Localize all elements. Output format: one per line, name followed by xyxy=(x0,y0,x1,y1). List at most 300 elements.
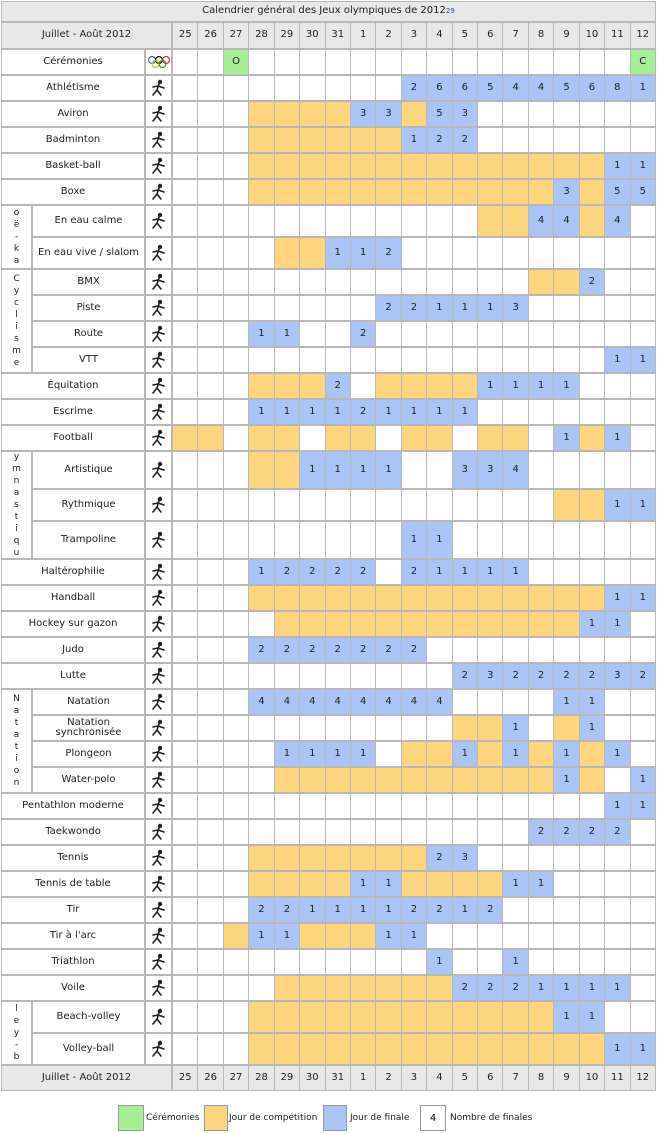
calendar-cell xyxy=(477,689,503,715)
sport-label: Piste xyxy=(32,295,145,321)
calendar-cell xyxy=(274,663,300,689)
calendar-cell xyxy=(375,269,401,295)
calendar-cell xyxy=(401,715,427,741)
calendar-cell: 2 xyxy=(248,637,274,663)
footer-day-29: 29 xyxy=(274,1065,300,1091)
calendar-cell xyxy=(375,715,401,741)
shooting-icon xyxy=(145,897,172,923)
calendar-cell xyxy=(197,663,223,689)
footer-day-11: 11 xyxy=(604,1065,630,1091)
calendar-cell: 1 xyxy=(299,399,325,425)
sport-label: Basket-ball xyxy=(1,153,145,179)
calendar-cell: 5 xyxy=(426,101,452,127)
calendar-cell: 2 xyxy=(630,663,656,689)
calendar-cell xyxy=(197,897,223,923)
calendar-cell xyxy=(630,897,656,923)
calendar-cell xyxy=(350,205,376,237)
calendar-cell: 1 xyxy=(553,689,579,715)
calendar-cell xyxy=(248,767,274,793)
calendar-cell xyxy=(274,237,300,269)
calendar-cell xyxy=(375,767,401,793)
calendar-cell xyxy=(528,153,554,179)
calendar-cell xyxy=(452,521,478,559)
calendar-cell xyxy=(248,819,274,845)
calendar-cell xyxy=(630,637,656,663)
calendar-cell xyxy=(325,321,351,347)
calendar-cell: 1 xyxy=(502,741,528,767)
calendar-cell xyxy=(350,521,376,559)
calendar-cell xyxy=(223,845,249,871)
calendar-cell xyxy=(299,49,325,75)
group-label-1 xyxy=(1,205,32,269)
header-day-10: 10 xyxy=(579,22,605,49)
calendar-cell xyxy=(274,489,300,521)
calendar-cell xyxy=(375,845,401,871)
calendar-cell: 4 xyxy=(502,451,528,489)
canoe-sprint-icon xyxy=(145,205,172,237)
calendar-cell xyxy=(528,1001,554,1033)
calendar-cell xyxy=(502,611,528,637)
calendar-cell xyxy=(197,689,223,715)
group-letter: u xyxy=(13,548,20,558)
footer-day-5: 5 xyxy=(452,1065,478,1091)
calendar-cell xyxy=(299,923,325,949)
calendar-cell xyxy=(502,399,528,425)
calendar-cell xyxy=(452,269,478,295)
calendar-cell xyxy=(426,237,452,269)
header-day-11: 11 xyxy=(604,22,630,49)
calendar-cell xyxy=(579,897,605,923)
footer-day-12: 12 xyxy=(630,1065,656,1091)
calendar-cell xyxy=(299,975,325,1001)
calendar-cell: 1 xyxy=(630,793,656,819)
calendar-cell xyxy=(579,923,605,949)
calendar-cell: 1 xyxy=(375,871,401,897)
calendar-cell xyxy=(426,1001,452,1033)
calendar-cell xyxy=(172,923,198,949)
calendar-cell xyxy=(248,49,274,75)
calendar-cell xyxy=(350,153,376,179)
calendar-cell xyxy=(477,269,503,295)
calendar-cell xyxy=(325,585,351,611)
calendar-cell xyxy=(502,793,528,819)
calendar-cell xyxy=(477,949,503,975)
water-polo-icon xyxy=(145,767,172,793)
calendar-cell: 1 xyxy=(579,975,605,1001)
calendar-cell xyxy=(375,793,401,819)
sport-label: Football xyxy=(1,425,145,451)
calendar-cell xyxy=(579,637,605,663)
calendar-cell xyxy=(248,101,274,127)
calendar-cell xyxy=(477,205,503,237)
calendar-cell xyxy=(350,663,376,689)
calendar-cell xyxy=(274,373,300,399)
footer-day-30: 30 xyxy=(299,1065,325,1091)
calendar-cell: 1 xyxy=(477,295,503,321)
header-day-12: 12 xyxy=(630,22,656,49)
header-day-28: 28 xyxy=(248,22,274,49)
calendar-cell xyxy=(172,127,198,153)
calendar-cell xyxy=(579,741,605,767)
calendar-cell xyxy=(350,49,376,75)
calendar-cell xyxy=(299,425,325,451)
calendar-cell xyxy=(223,295,249,321)
group-letter: k xyxy=(13,244,20,254)
calendar-cell xyxy=(350,585,376,611)
sport-label: Cérémonies xyxy=(1,49,145,75)
calendar-cell xyxy=(401,871,427,897)
calendar-cell xyxy=(477,179,503,205)
calendar-cell xyxy=(350,767,376,793)
calendar-cell: 4 xyxy=(502,75,528,101)
sport-label: BMX xyxy=(32,269,145,295)
sport-label: Tennis de table xyxy=(1,871,145,897)
sport-label: Équitation xyxy=(1,373,145,399)
group-label-3 xyxy=(1,451,32,559)
group-letter: - xyxy=(14,1040,19,1050)
calendar-cell xyxy=(172,767,198,793)
calendar-cell xyxy=(401,663,427,689)
calendar-cell xyxy=(477,637,503,663)
calendar-cell xyxy=(172,559,198,585)
footer-day-28: 28 xyxy=(248,1065,274,1091)
calendar-cell xyxy=(172,897,198,923)
calendar-cell: 1 xyxy=(426,521,452,559)
calendar-cell: 2 xyxy=(325,373,351,399)
calendar-cell: 2 xyxy=(350,559,376,585)
calendar-cell xyxy=(299,489,325,521)
calendar-cell xyxy=(401,49,427,75)
calendar-cell xyxy=(604,637,630,663)
sport-label: Artistique xyxy=(32,451,145,489)
header-day-9: 9 xyxy=(553,22,579,49)
calendar-cell: 2 xyxy=(375,295,401,321)
calendar-cell: 2 xyxy=(299,637,325,663)
calendar-cell xyxy=(604,127,630,153)
sport-label: Triathlon xyxy=(1,949,145,975)
calendar-cell: 1 xyxy=(274,741,300,767)
calendar-cell xyxy=(528,347,554,373)
calendar-cell xyxy=(528,295,554,321)
calendar-cell xyxy=(325,49,351,75)
calendar-cell xyxy=(528,715,554,741)
calendar-cell xyxy=(325,871,351,897)
calendar-cell xyxy=(375,373,401,399)
calendar-cell xyxy=(248,153,274,179)
calendar-cell xyxy=(401,101,427,127)
tennis-icon xyxy=(145,845,172,871)
calendar-cell xyxy=(299,1033,325,1065)
legend-count-label: Nombre de finales xyxy=(450,1113,533,1123)
calendar-cell: 4 xyxy=(401,689,427,715)
calendar-cell: 4 xyxy=(604,205,630,237)
calendar-cell xyxy=(579,871,605,897)
calendar-cell: 1 xyxy=(350,451,376,489)
calendar-cell: 1 xyxy=(452,897,478,923)
sport-label: Tir xyxy=(1,897,145,923)
calendar-cell xyxy=(579,205,605,237)
calendar-cell xyxy=(299,871,325,897)
calendar-cell xyxy=(426,179,452,205)
calendar-cell: 1 xyxy=(604,741,630,767)
calendar-cell xyxy=(299,845,325,871)
archery-icon xyxy=(145,923,172,949)
calendar-cell xyxy=(325,767,351,793)
sport-label: Handball xyxy=(1,585,145,611)
calendar-cell xyxy=(528,399,554,425)
sport-label: En eau calme xyxy=(32,205,145,237)
calendar-cell: 6 xyxy=(426,75,452,101)
calendar-cell xyxy=(375,611,401,637)
calendar-cell xyxy=(502,153,528,179)
header-month-label: Juillet - Août 2012 xyxy=(1,22,172,49)
calendar-cell xyxy=(604,451,630,489)
calendar-cell xyxy=(553,715,579,741)
calendar-cell xyxy=(375,521,401,559)
table-tennis-icon xyxy=(145,871,172,897)
calendar-cell xyxy=(299,611,325,637)
calendar-cell xyxy=(197,321,223,347)
calendar-cell xyxy=(248,845,274,871)
calendar-cell: 1 xyxy=(553,425,579,451)
calendar-cell xyxy=(172,237,198,269)
calendar-cell xyxy=(325,949,351,975)
calendar-cell: 1 xyxy=(604,347,630,373)
group-letter: t xyxy=(14,512,19,522)
calendar-cell: 2 xyxy=(426,897,452,923)
calendar-cell: 1 xyxy=(426,559,452,585)
calendar-cell: 1 xyxy=(604,1033,630,1065)
calendar-cell: 1 xyxy=(630,489,656,521)
calendar-cell xyxy=(579,399,605,425)
calendar-cell xyxy=(502,637,528,663)
group-letter: s xyxy=(14,334,19,344)
calendar-cell xyxy=(604,101,630,127)
calendar-cell: 2 xyxy=(553,663,579,689)
calendar-cell xyxy=(579,793,605,819)
equestrian-icon xyxy=(145,373,172,399)
calendar-cell xyxy=(248,611,274,637)
calendar-cell xyxy=(375,975,401,1001)
calendar-cell xyxy=(452,489,478,521)
calendar-cell xyxy=(630,269,656,295)
legend-competition-swatch xyxy=(204,1105,228,1131)
calendar-cell xyxy=(528,127,554,153)
group-letter: m xyxy=(12,464,21,474)
calendar-cell xyxy=(350,611,376,637)
calendar-cell xyxy=(350,819,376,845)
calendar-cell: 1 xyxy=(604,489,630,521)
calendar-cell xyxy=(553,153,579,179)
calendar-cell: 2 xyxy=(502,975,528,1001)
calendar-cell xyxy=(299,949,325,975)
calendar-cell xyxy=(350,845,376,871)
calendar-cell xyxy=(579,585,605,611)
header-day-5: 5 xyxy=(452,22,478,49)
calendar-cell xyxy=(477,819,503,845)
calendar-cell xyxy=(604,845,630,871)
calendar-cell: 1 xyxy=(553,767,579,793)
calendar-cell xyxy=(172,295,198,321)
calendar-cell xyxy=(325,611,351,637)
calendar-cell: 3 xyxy=(604,663,630,689)
calendar-cell: 1 xyxy=(502,559,528,585)
calendar-cell xyxy=(579,49,605,75)
calendar-cell xyxy=(579,127,605,153)
calendar-cell xyxy=(426,489,452,521)
calendar-cell xyxy=(172,425,198,451)
calendar-cell xyxy=(579,451,605,489)
calendar-cell xyxy=(630,611,656,637)
calendar-cell: 3 xyxy=(477,451,503,489)
calendar-cell xyxy=(477,489,503,521)
calendar-cell xyxy=(172,269,198,295)
calendar-cell: 2 xyxy=(426,845,452,871)
calendar-cell xyxy=(375,179,401,205)
calendar-cell xyxy=(502,923,528,949)
calendar-cell: 1 xyxy=(248,399,274,425)
weightlifting-icon xyxy=(145,559,172,585)
group-letter: l xyxy=(15,1004,18,1014)
calendar-cell: 1 xyxy=(401,127,427,153)
calendar-cell xyxy=(502,689,528,715)
calendar-cell xyxy=(248,521,274,559)
calendar-cell xyxy=(630,819,656,845)
calendar-cell xyxy=(604,871,630,897)
group-label-2 xyxy=(1,269,32,373)
calendar-cell xyxy=(452,871,478,897)
calendar-cell xyxy=(401,949,427,975)
calendar-cell xyxy=(299,663,325,689)
calendar-cell xyxy=(452,237,478,269)
calendar-cell xyxy=(299,153,325,179)
calendar-cell xyxy=(172,585,198,611)
calendar-cell xyxy=(553,585,579,611)
calendar-cell xyxy=(401,489,427,521)
calendar-cell xyxy=(325,819,351,845)
calendar-cell xyxy=(274,871,300,897)
calendar-cell xyxy=(350,1033,376,1065)
calendar-cell xyxy=(172,975,198,1001)
calendar-cell xyxy=(375,127,401,153)
calendar-cell xyxy=(223,897,249,923)
calendar-cell xyxy=(452,1033,478,1065)
calendar-cell xyxy=(401,205,427,237)
calendar-cell xyxy=(274,75,300,101)
calendar-cell: 2 xyxy=(477,897,503,923)
calendar-cell: 1 xyxy=(630,767,656,793)
group-letter: q xyxy=(13,536,20,546)
footer-day-26: 26 xyxy=(197,1065,223,1091)
calendar-cell: 2 xyxy=(274,559,300,585)
calendar-cell xyxy=(502,205,528,237)
calendar-cell: 2 xyxy=(299,559,325,585)
calendar-cell xyxy=(375,425,401,451)
calendar-cell: 2 xyxy=(528,819,554,845)
calendar-cell xyxy=(223,347,249,373)
olympic-rings-icon xyxy=(145,49,172,75)
calendar-cell xyxy=(172,153,198,179)
calendar-cell: 1 xyxy=(604,975,630,1001)
calendar-cell: 1 xyxy=(375,897,401,923)
calendar-cell xyxy=(630,127,656,153)
calendar-cell xyxy=(630,741,656,767)
calendar-cell: 1 xyxy=(401,923,427,949)
calendar-cell: 1 xyxy=(604,611,630,637)
calendar-cell xyxy=(477,923,503,949)
calendar-cell xyxy=(452,585,478,611)
title-reference-note[interactable]: 29 xyxy=(445,6,455,15)
calendar-cell: 2 xyxy=(401,75,427,101)
calendar-cell xyxy=(477,347,503,373)
calendar-cell xyxy=(604,373,630,399)
calendar-cell xyxy=(553,521,579,559)
calendar-cell xyxy=(604,49,630,75)
calendar-cell: 2 xyxy=(401,559,427,585)
footer-day-2: 2 xyxy=(375,1065,401,1091)
header-day-4: 4 xyxy=(426,22,452,49)
calendar-cell: 1 xyxy=(426,949,452,975)
header-day-27: 27 xyxy=(223,22,249,49)
calendar-cell xyxy=(375,585,401,611)
calendar-cell xyxy=(528,321,554,347)
calendar-cell xyxy=(248,425,274,451)
sailing-icon xyxy=(145,975,172,1001)
calendar-cell xyxy=(630,521,656,559)
badminton-icon xyxy=(145,127,172,153)
sport-label: Beach-volley xyxy=(32,1001,145,1033)
sport-label: Route xyxy=(32,321,145,347)
calendar-cell: 2 xyxy=(350,321,376,347)
sport-label: Rythmique xyxy=(32,489,145,521)
calendar-cell xyxy=(426,793,452,819)
group-letter: a xyxy=(13,488,20,498)
calendar-cell xyxy=(325,295,351,321)
header-day-1: 1 xyxy=(350,22,376,49)
calendar-cell xyxy=(223,205,249,237)
calendar-cell: 1 xyxy=(579,611,605,637)
calendar-cell xyxy=(604,321,630,347)
calendar-cell xyxy=(528,845,554,871)
calendar-cell xyxy=(223,819,249,845)
calendar-cell xyxy=(528,611,554,637)
group-letter: e xyxy=(13,1016,20,1026)
calendar-cell xyxy=(553,637,579,663)
calendar-cell xyxy=(604,923,630,949)
header-day-6: 6 xyxy=(477,22,503,49)
football-icon xyxy=(145,425,172,451)
calendar-cell: 4 xyxy=(299,689,325,715)
calendar-cell xyxy=(401,321,427,347)
calendar-cell xyxy=(528,425,554,451)
calendar-cell xyxy=(248,793,274,819)
calendar-cell: 2 xyxy=(426,127,452,153)
calendar-cell xyxy=(553,127,579,153)
calendar-cell xyxy=(172,521,198,559)
calendar-cell xyxy=(426,663,452,689)
calendar-cell xyxy=(223,793,249,819)
calendar-cell: 1 xyxy=(502,715,528,741)
calendar-cell: 5 xyxy=(630,179,656,205)
calendar-cell xyxy=(528,237,554,269)
hockey-icon xyxy=(145,611,172,637)
calendar-cell xyxy=(528,689,554,715)
calendar-cell xyxy=(401,451,427,489)
calendar-cell: 2 xyxy=(274,897,300,923)
calendar-cell xyxy=(528,101,554,127)
calendar-cell xyxy=(223,741,249,767)
calendar-cell: 1 xyxy=(274,923,300,949)
